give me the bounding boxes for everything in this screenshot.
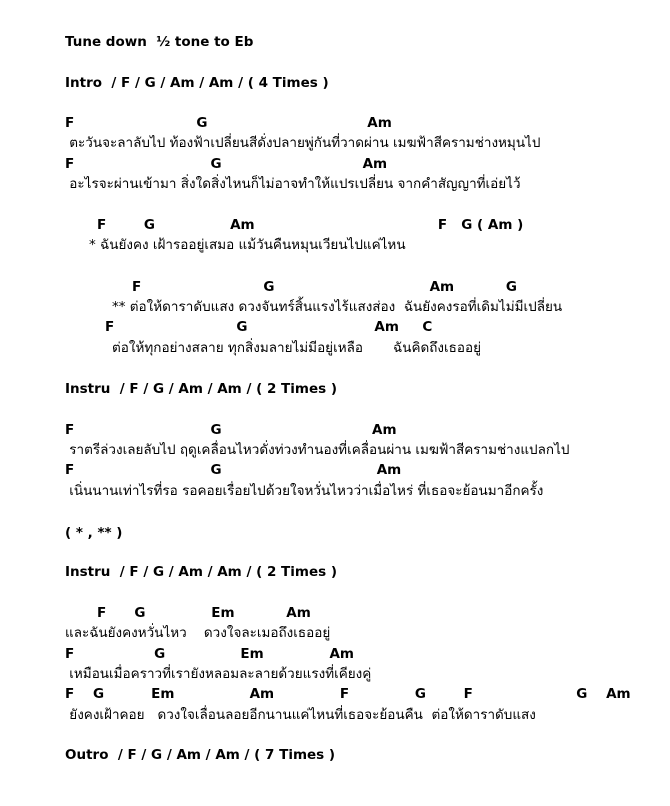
chord-line: F G Am C: [105, 319, 433, 335]
lyric-line: เนิ่นนานเท่าไรที่รอ รอคอยเรื่อยไปด้วยใจหวั่นไหวว่าเมื่อไหร่ ที่เธอจะย้อนมาอีกครั้ง: [65, 483, 544, 499]
chord-line: F G Am: [65, 462, 402, 478]
instru-line: Instru / F / G / Am / Am / ( 2 Times ): [65, 381, 338, 397]
lyric-line: ยังคงเฝ้าคอย ดวงใจเลื่อนลอยอีกนานแค่ไหนที่เธอจะย้อนคืน ต่อให้ดาราดับแสง: [65, 707, 536, 723]
chord-line: F G Am F G ( Am ): [97, 217, 524, 233]
chord-line: F G Em Am F G F G Am: [65, 686, 631, 702]
lyric-line: เหมือนเมื่อคราวที่เรายังหลอมละลายด้วยแรงที่เคียงคู่: [65, 666, 372, 682]
chord-line: F G Am G: [132, 279, 517, 295]
lyric-line: และฉันยังคงหวั่นไหว ดวงใจละเมอถึงเธออยู่: [65, 625, 331, 641]
lyric-line: ต่อให้ทุกอย่างสลาย ทุกสิ่งมลายไม่มีอยู่เหลือ ฉันคิดถึงเธออยู่: [112, 340, 481, 356]
instru-line: Instru / F / G / Am / Am / ( 2 Times ): [65, 564, 338, 580]
chord-line: F G Am: [65, 422, 397, 438]
intro-line: Intro / F / G / Am / Am / ( 4 Times ): [65, 75, 329, 91]
lyric-line-chorus-1: * ฉันยังคง เฝ้ารออยู่เสมอ แม้วันคืนหมุนเวียนไปแค่ไหน: [89, 237, 406, 253]
tuning-note: Tune down ½ tone to Eb: [65, 34, 254, 50]
lyric-line-chorus-2: ** ต่อให้ดาราดับแสง ดวงจันทร์สิ้นแรงไร้แสงส่อง ฉันยังคงรอที่เดิมไม่มีเปลี่ยน: [112, 299, 563, 315]
lyric-line: อะไรจะผ่านเข้ามา สิ่งใดสิ่งไหนก็ไม่อาจทำให้แปรเปลี่ยน จากคำสัญญาที่เอ่ยไว้: [65, 176, 521, 192]
chord-line: F G Em Am: [97, 605, 311, 621]
lyric-line: ตะวันจะลาลับไป ท้องฟ้าเปลี่ยนสีดั่งปลายพู่กันที่วาดผ่าน เมฆฟ้าสีครามช่างหมุนไป: [65, 135, 541, 151]
chord-line: F G Em Am: [65, 646, 355, 662]
repeat-marker: ( * , ** ): [65, 525, 123, 541]
lyric-line: ราตรีล่วงเลยลับไป ฤดูเคลื่อนไหวดั่งท่วงทำนองที่เคลื่อนผ่าน เมฆฟ้าสีครามช่างแปลกไป: [65, 442, 570, 458]
outro-line: Outro / F / G / Am / Am / ( 7 Times ): [65, 747, 336, 763]
chord-line: F G Am: [65, 115, 392, 131]
chord-line: F G Am: [65, 156, 388, 172]
